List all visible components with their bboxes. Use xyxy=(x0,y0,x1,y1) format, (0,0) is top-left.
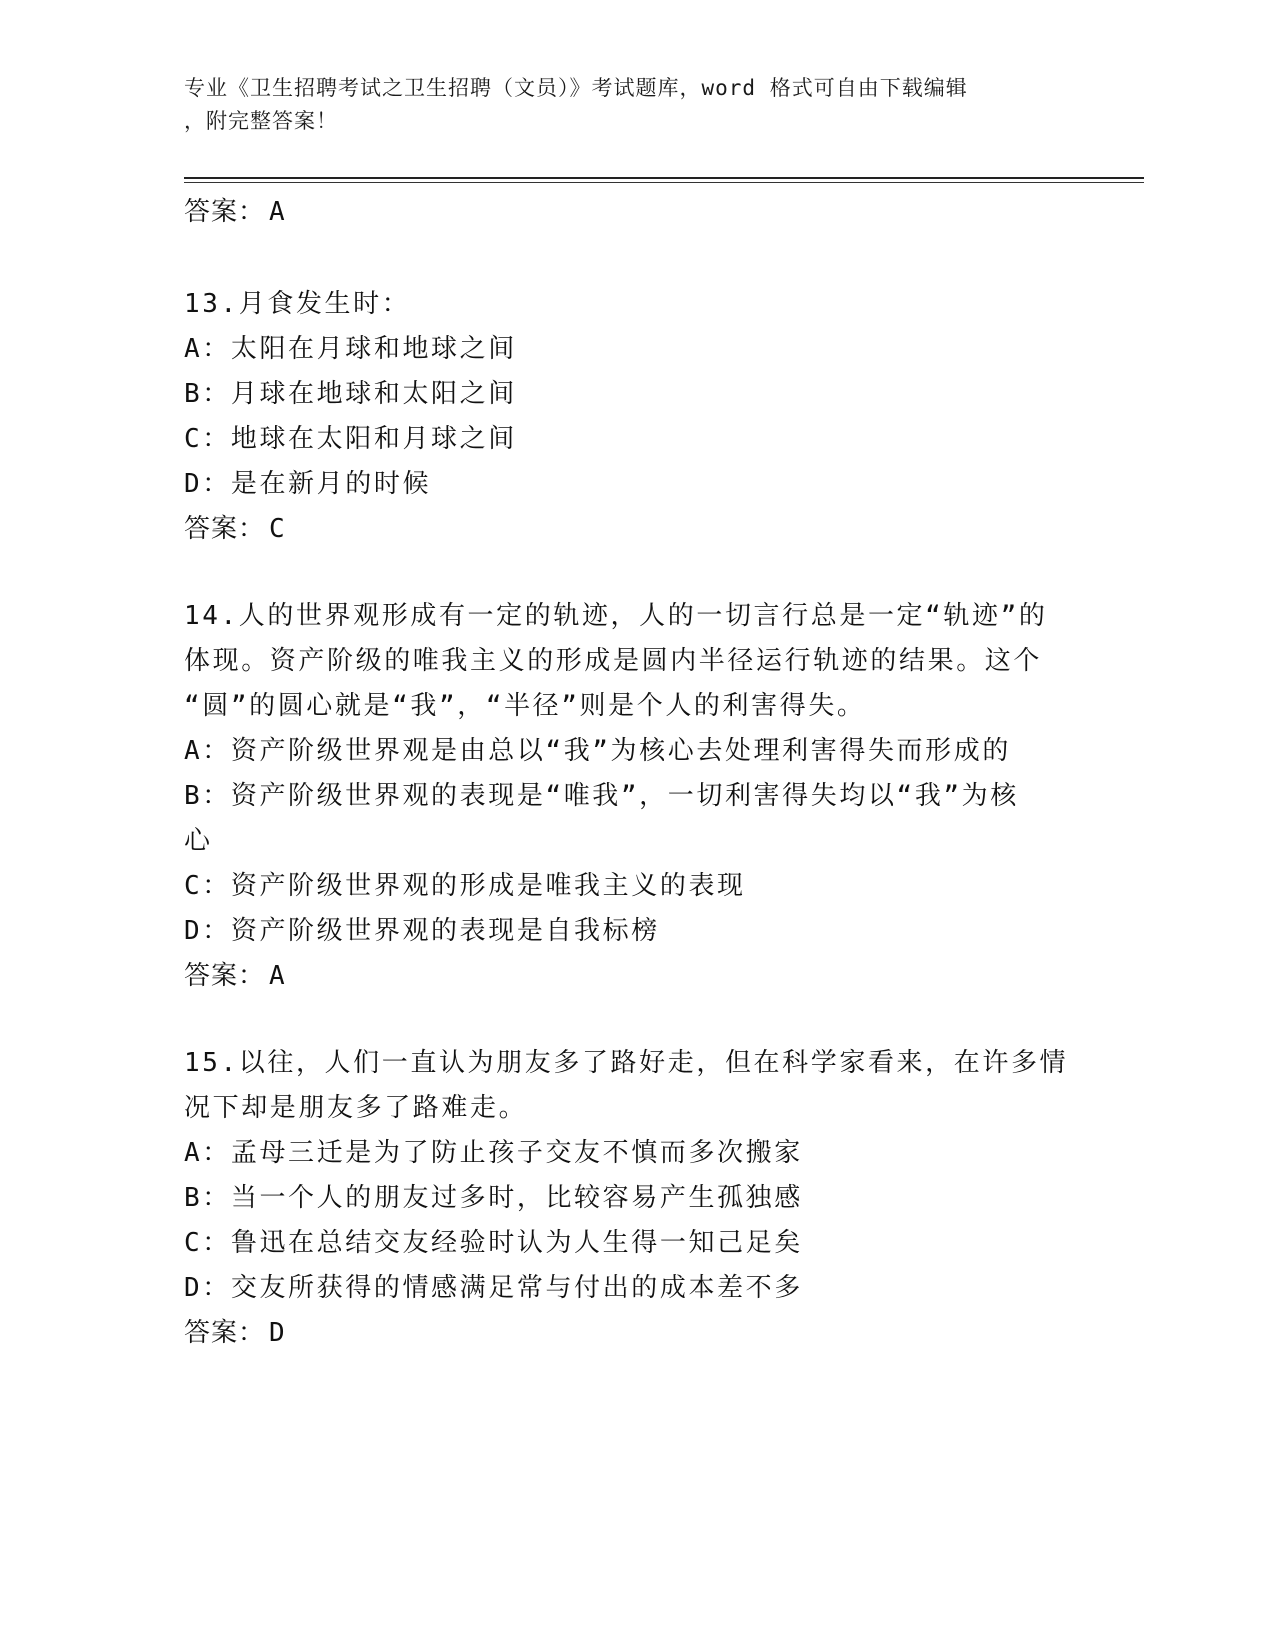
option-line: A：资产阶级世界观是由总以“我”为核心去处理利害得失而形成的 xyxy=(184,736,1011,766)
question-stem-line: 况下却是朋友多了路难走。 xyxy=(184,1093,528,1123)
question-block xyxy=(184,1041,1084,1356)
answer-line xyxy=(184,954,1084,999)
option-line: D：资产阶级世界观的表现是自我标榜 xyxy=(184,916,660,946)
answer-value: A xyxy=(269,961,286,991)
answer-line xyxy=(184,507,1084,552)
answer-value: A xyxy=(269,197,286,227)
answer-line xyxy=(184,190,286,235)
option-line: B：月球在地球和太阳之间 xyxy=(184,379,517,409)
answer-label: 答案： xyxy=(184,197,266,227)
header-divider-thin xyxy=(184,182,1144,183)
option-line: D：是在新月的时候 xyxy=(184,469,432,499)
question-stem-line: 15.以往，人们一直认为朋友多了路好走，但在科学家看来，在许多情 xyxy=(184,1048,1069,1078)
question-block xyxy=(184,594,1084,999)
answer-line xyxy=(184,1311,1084,1356)
answer-label: 答案： xyxy=(184,514,266,544)
option-line: C：鲁迅在总结交友经验时认为人生得一知己足矣 xyxy=(184,1228,803,1258)
header-line-2: ，附完整答案！ xyxy=(184,109,338,133)
option-line: A：太阳在月球和地球之间 xyxy=(184,334,517,364)
option-line: B：当一个人的朋友过多时，比较容易产生孤独感 xyxy=(184,1183,803,1213)
question-list xyxy=(184,282,1084,1398)
answer-value: D xyxy=(269,1318,286,1348)
header-line-1: 专业《卫生招聘考试之卫生招聘（文员）》考试题库，word 格式可自由下载编辑 xyxy=(184,76,968,100)
option-line: B：资产阶级世界观的表现是“唯我”，一切利害得失均以“我”为核 xyxy=(184,781,1019,811)
answer-label: 答案： xyxy=(184,961,266,991)
page-header xyxy=(184,72,1064,138)
header-divider-thick xyxy=(184,177,1144,179)
option-line: 心 xyxy=(184,826,213,856)
question-stem-line: “圆”的圆心就是“我”，“半径”则是个人的利害得失。 xyxy=(184,691,866,721)
question-block xyxy=(184,282,1084,552)
option-line: A：孟母三迁是为了防止孩子交友不慎而多次搬家 xyxy=(184,1138,803,1168)
question-stem-line: 13.月食发生时： xyxy=(184,289,411,319)
option-line: D：交友所获得的情感满足常与付出的成本差不多 xyxy=(184,1273,803,1303)
answer-value: C xyxy=(269,514,286,544)
question-stem-line: 14.人的世界观形成有一定的轨迹，人的一切言行总是一定“轨迹”的 xyxy=(184,601,1048,631)
question-stem-line: 体现。资产阶级的唯我主义的形成是圆内半径运行轨迹的结果。这个 xyxy=(184,646,1043,676)
option-line: C：地球在太阳和月球之间 xyxy=(184,424,517,454)
option-line: C：资产阶级世界观的形成是唯我主义的表现 xyxy=(184,871,746,901)
answer-label: 答案： xyxy=(184,1318,266,1348)
